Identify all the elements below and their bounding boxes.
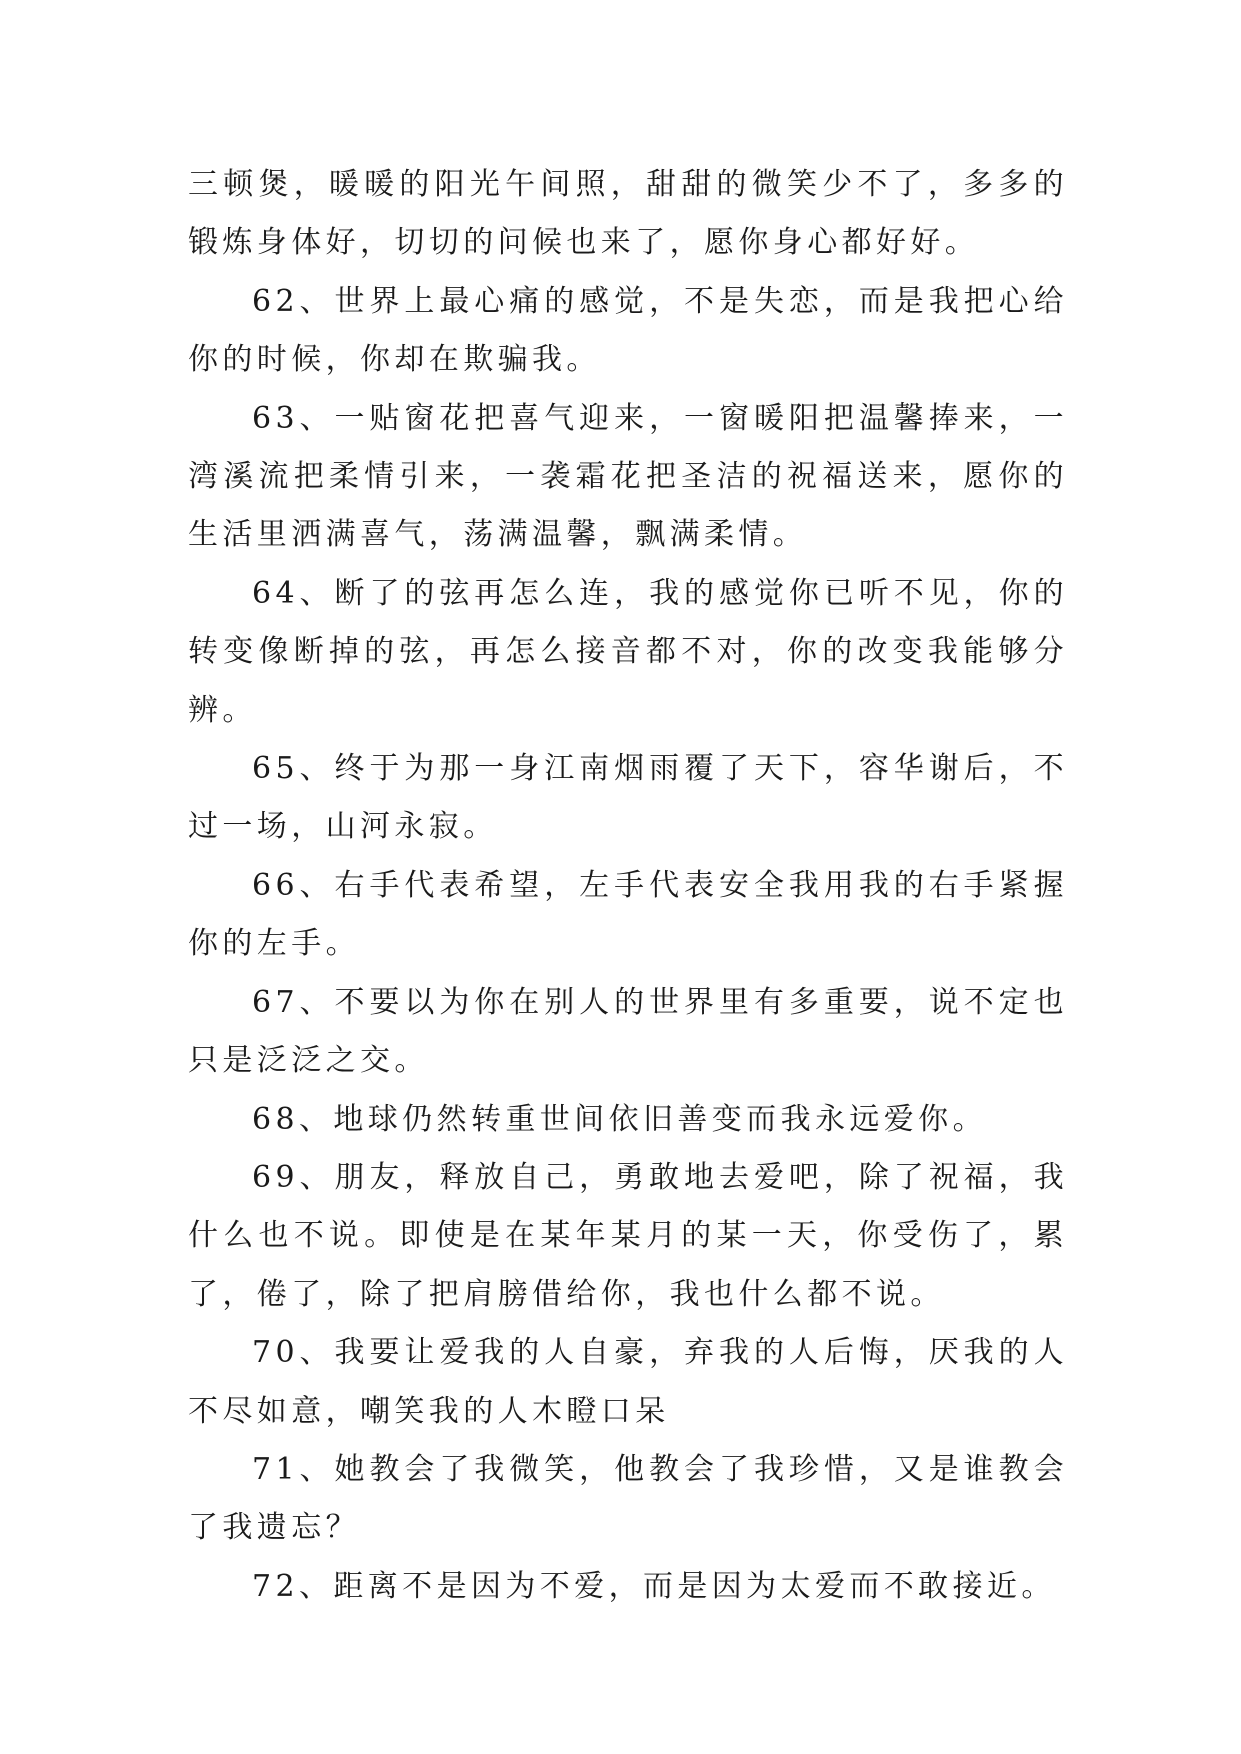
paragraph-63: 63、一贴窗花把喜气迎来，一窗暖阳把温馨捧来，一湾溪流把柔情引来，一袭霜花把圣洁的祝福送来，愿你的生活里洒满喜气，荡满温馨，飘满柔情。 — [188, 400, 1068, 553]
paragraph-64: 64、断了的弦再怎么连，我的感觉你已听不见，你的转变像断掉的弦，再怎么接音都不对，你的改变我能够分辨。 — [188, 575, 1068, 728]
paragraph-69: 69、朋友，释放自己，勇敢地去爱吧，除了祝福，我什么也不说。即使是在某年某月的某一天，你受伤了，累了，倦了，除了把肩膀借给你，我也什么都不说。 — [188, 1159, 1068, 1312]
paragraph-72: 72、距离不是因为不爱，而是因为太爱而不敢接近。 — [252, 1568, 1056, 1604]
paragraph-70: 70、我要让爱我的人自豪，弃我的人后悔，厌我的人不尽如意，嘲笑我的人木瞪口呆 — [188, 1335, 1068, 1429]
document-body — [188, 156, 1068, 1616]
paragraph-68: 68、地球仍然转重世间依旧善变而我永远爱你。 — [252, 1101, 987, 1137]
paragraph-66: 66、右手代表希望，左手代表安全我用我的右手紧握你的左手。 — [188, 867, 1068, 962]
paragraph-71: 71、她教会了我微笑，他教会了我珍惜，又是谁教会了我遗忘？ — [188, 1451, 1068, 1546]
paragraph-65: 65、终于为那一身江南烟雨覆了天下，容华谢后，不过一场，山河永寂。 — [188, 751, 1068, 845]
paragraph-continued: 三顿煲，暖暖的阳光午间照，甜甜的微笑少不了，多多的锻炼身体好，切切的问候也来了，愿你身心都好好。 — [188, 167, 1068, 261]
paragraph-67: 67、不要以为你在别人的世界里有多重要，说不定也只是泛泛之交。 — [188, 984, 1068, 1079]
paragraph-62: 62、世界上最心痛的感觉，不是失恋，而是我把心给你的时候，你却在欺骗我。 — [188, 283, 1068, 378]
